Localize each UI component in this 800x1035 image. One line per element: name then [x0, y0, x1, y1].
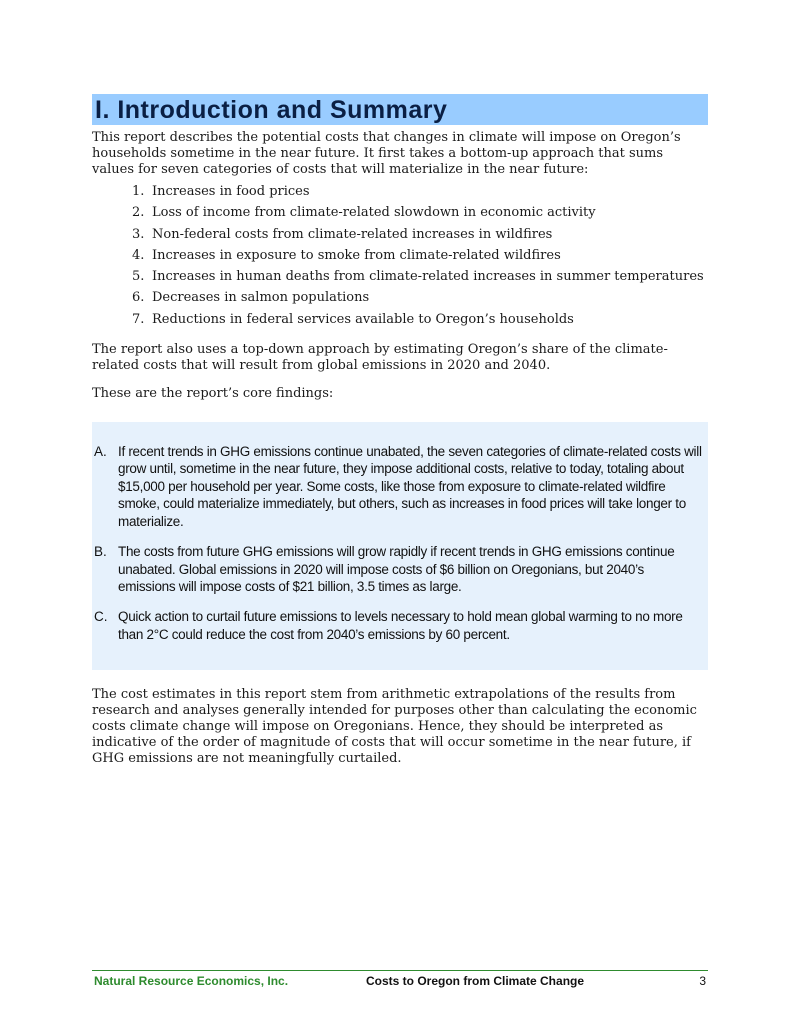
list-number: 2.	[132, 205, 145, 221]
finding-text: The costs from future GHG emissions will grow rapidly if recent trends in GHG emissions continue unabated. Global emissions in 2020 will impose costs of $6 billion on Oregonians, but 2040’s emissions will impose costs of $21 billion, 3.5 times as large.	[118, 544, 675, 594]
list-text: Reductions in federal services available to Oregon’s households	[152, 311, 574, 327]
finding-letter: C.	[94, 609, 108, 625]
list-item	[132, 309, 708, 330]
list-item	[132, 266, 708, 287]
list-number: 4.	[132, 247, 145, 263]
list-text: Non-federal costs from climate-related increases in wildfires	[152, 226, 553, 242]
list-text: Increases in exposure to smoke from climate-related wildfires	[152, 247, 561, 263]
list-text: Increases in human deaths from climate-related increases in summer temperatures	[152, 269, 704, 285]
list-item	[132, 224, 708, 245]
page-content	[92, 94, 708, 767]
footer-organization: Natural Resource Economics, Inc.	[94, 974, 289, 988]
list-item	[132, 181, 708, 202]
finding-item	[94, 543, 704, 595]
page-number: 3	[699, 974, 706, 988]
list-text: Decreases in salmon populations	[152, 290, 370, 306]
section-heading: I. Introduction and Summary	[92, 94, 708, 125]
page-footer	[92, 970, 708, 988]
list-text: Loss of income from climate-related slowdown in economic activity	[152, 205, 596, 221]
list-number: 7.	[132, 311, 145, 327]
finding-letter: B.	[94, 544, 107, 560]
list-item	[132, 245, 708, 266]
list-number: 1.	[132, 184, 145, 199]
finding-item	[94, 443, 704, 530]
core-findings-box	[92, 422, 708, 670]
footer-report-title: Costs to Oregon from Climate Change	[366, 974, 585, 988]
findings-intro: These are the report’s core findings:	[92, 386, 334, 402]
list-text: Increases in food prices	[152, 184, 310, 199]
list-number: 5.	[132, 269, 145, 285]
list-number: 6.	[132, 290, 145, 306]
finding-item	[94, 608, 704, 643]
topdown-paragraph: The report also uses a top-down approach by estimating Oregon’s share of the climate-related costs that will result from global emissions in 2020 and 2040.	[92, 342, 668, 374]
finding-text: Quick action to curtail future emissions to levels necessary to hold mean global warming to no more than 2°C could reduce the cost from 2040’s emissions by 60 percent.	[118, 609, 683, 642]
cost-categories-list	[92, 181, 708, 330]
list-item	[132, 287, 708, 308]
list-number: 3.	[132, 226, 145, 242]
finding-letter: A.	[94, 444, 107, 460]
closing-paragraph: The cost estimates in this report stem from arithmetic extrapolations of the results from research and analyses generally intended for purposes other than calculating the economic costs climate change will impose on Oregonians. Hence, they should be interpreted as indicative of the order of magnitude of costs that will occur sometime in the near future, if GHG emissions are not meaningfully curtailed.	[92, 687, 697, 767]
finding-text: If recent trends in GHG emissions continue unabated, the seven categories of climate-related costs will grow until, sometime in the near future, they impose additional costs, relative to today, totaling about $15,000 per household per year. Some costs, like those from exposure to climate-related wildfire smoke, could materialize immediately, but others, such as increases in food prices will take longer to materialize.	[118, 444, 702, 529]
list-item	[132, 202, 708, 223]
intro-paragraph: This report describes the potential costs that changes in climate will impose on Oregon’s households sometime in the near future. It first takes a bottom-up approach that sums values for seven categories of costs that will materialize in the near future:	[92, 130, 681, 177]
